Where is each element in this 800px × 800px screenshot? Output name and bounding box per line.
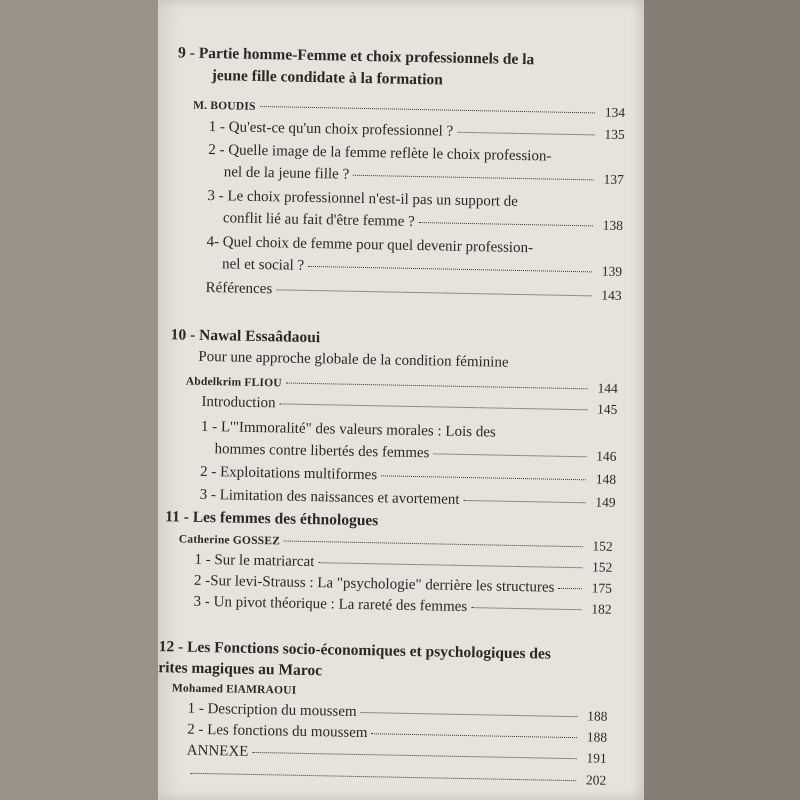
background-left xyxy=(0,0,158,800)
toc-entry xyxy=(199,487,615,512)
dot-leader xyxy=(471,607,581,610)
dot-leader xyxy=(361,712,578,717)
table-of-contents xyxy=(158,0,644,800)
dot-leader xyxy=(308,266,592,272)
toc-entry xyxy=(209,119,625,144)
entry-text: 1 - Qu'est-ce qu'un choix professionnel ? xyxy=(208,118,454,140)
page-number: 152 xyxy=(591,559,613,575)
entry-text: nel et social ? xyxy=(221,256,305,274)
toc-entry xyxy=(224,164,624,189)
toc-entry xyxy=(222,256,622,281)
page-number: 188 xyxy=(586,729,608,745)
entry-text: Références xyxy=(205,279,273,298)
toc-author-entry xyxy=(193,97,625,121)
page-number: 188 xyxy=(587,708,608,724)
author-name: Abdelkrim FLIOU xyxy=(185,375,282,390)
author-name: Mohamed ElAMRAOUI xyxy=(171,682,297,697)
toc-entry xyxy=(223,210,623,235)
entry-text-line1: 4- Quel choix de femme pour quel devenir profession- xyxy=(206,233,534,257)
dot-leader xyxy=(464,500,586,503)
page-number: 137 xyxy=(603,171,624,187)
section-title-continued: jeune fille condidate à la formation xyxy=(211,67,444,89)
dot-leader xyxy=(381,475,586,480)
page-number: 138 xyxy=(602,217,624,233)
toc-entry xyxy=(186,765,606,789)
toc-author-entry xyxy=(186,373,618,397)
entry-text-line1: 1 - L'"Immoralité" des valeurs morales : Lois des xyxy=(200,418,496,441)
book-page xyxy=(158,0,644,800)
toc-entry xyxy=(187,743,607,768)
page-number: 143 xyxy=(601,287,622,303)
toc-entry xyxy=(201,394,617,419)
entry-text: Introduction xyxy=(201,393,276,412)
entry-text: 1 - Sur le matriarcat xyxy=(194,551,315,571)
author-name: M. BOUDIS xyxy=(193,99,256,113)
entry-text: 3 - Un pivot théorique : La rareté des femmes xyxy=(193,593,468,616)
dot-leader xyxy=(284,541,583,548)
page-number: 145 xyxy=(596,401,618,417)
entry-text-line1: 2 - Quelle image de la femme reflète le choix profession- xyxy=(208,141,552,165)
dot-leader xyxy=(276,289,591,296)
section-title: 11 - Les femmes des éthnologues xyxy=(165,508,379,530)
page-number: 146 xyxy=(596,448,617,464)
dot-leader xyxy=(558,588,582,589)
entry-text: conflit lié au fait d'être femme ? xyxy=(222,210,415,230)
page-number: 182 xyxy=(591,601,612,617)
author-name: Catherine GOSSEZ xyxy=(178,533,281,548)
dot-leader xyxy=(419,222,593,226)
page-number: 202 xyxy=(585,772,607,788)
page-number: 135 xyxy=(604,126,625,142)
dot-leader xyxy=(280,403,588,410)
toc-entry xyxy=(200,464,616,489)
section-subtitle: Pour une approche globale de la condition féminine xyxy=(198,348,509,371)
entry-text: ANNEXE xyxy=(186,742,249,760)
entry-text: 2 - Exploitations multiformes xyxy=(199,463,378,484)
section-title: 12 - Les Fonctions socio-économiques et psychologiques des xyxy=(158,638,552,663)
page-number: 134 xyxy=(604,104,626,120)
dot-leader xyxy=(252,752,576,759)
section-title: 9 - Partie homme-Femme et choix professionnels de la xyxy=(177,44,535,69)
dot-leader xyxy=(457,132,594,136)
page-number: 152 xyxy=(592,538,613,554)
page-number: 139 xyxy=(601,263,623,279)
entry-text: hommes contre libertés des femmes xyxy=(214,441,430,462)
dot-leader xyxy=(372,733,578,738)
dot-leader xyxy=(190,773,576,781)
page-number: 149 xyxy=(595,494,616,510)
entry-text: 3 - Limitation des naissances et avortement xyxy=(199,486,460,508)
entry-text: 2 - Les fonctions du moussem xyxy=(186,721,368,742)
page-number: 191 xyxy=(586,750,607,766)
entry-text: nel de la jeune fille ? xyxy=(223,164,350,183)
entry-text: 1 - Description du moussem xyxy=(187,700,357,720)
dot-leader xyxy=(318,562,582,568)
dot-leader xyxy=(286,383,588,390)
section-title: 10 - Nawal Essaâdaoui xyxy=(170,326,321,347)
background-right xyxy=(640,0,800,800)
section-title-continued: rites magiques au Maroc xyxy=(158,659,323,680)
toc-entry xyxy=(193,594,611,619)
toc-author-entry xyxy=(179,530,613,554)
page-number: 144 xyxy=(597,380,618,396)
page-number: 175 xyxy=(591,580,613,596)
dot-leader xyxy=(353,175,594,181)
dot-leader xyxy=(260,106,595,113)
entry-text-line1: 3 - Le choix professionnel n'est-il pas un support de xyxy=(207,187,519,210)
toc-entry xyxy=(214,441,616,466)
page-number: 148 xyxy=(595,471,617,487)
dot-leader xyxy=(433,453,586,457)
toc-entry xyxy=(205,280,621,305)
entry-text: 2 -Sur levi-Strauss : La "psychologie" derrière les structures xyxy=(193,572,555,596)
